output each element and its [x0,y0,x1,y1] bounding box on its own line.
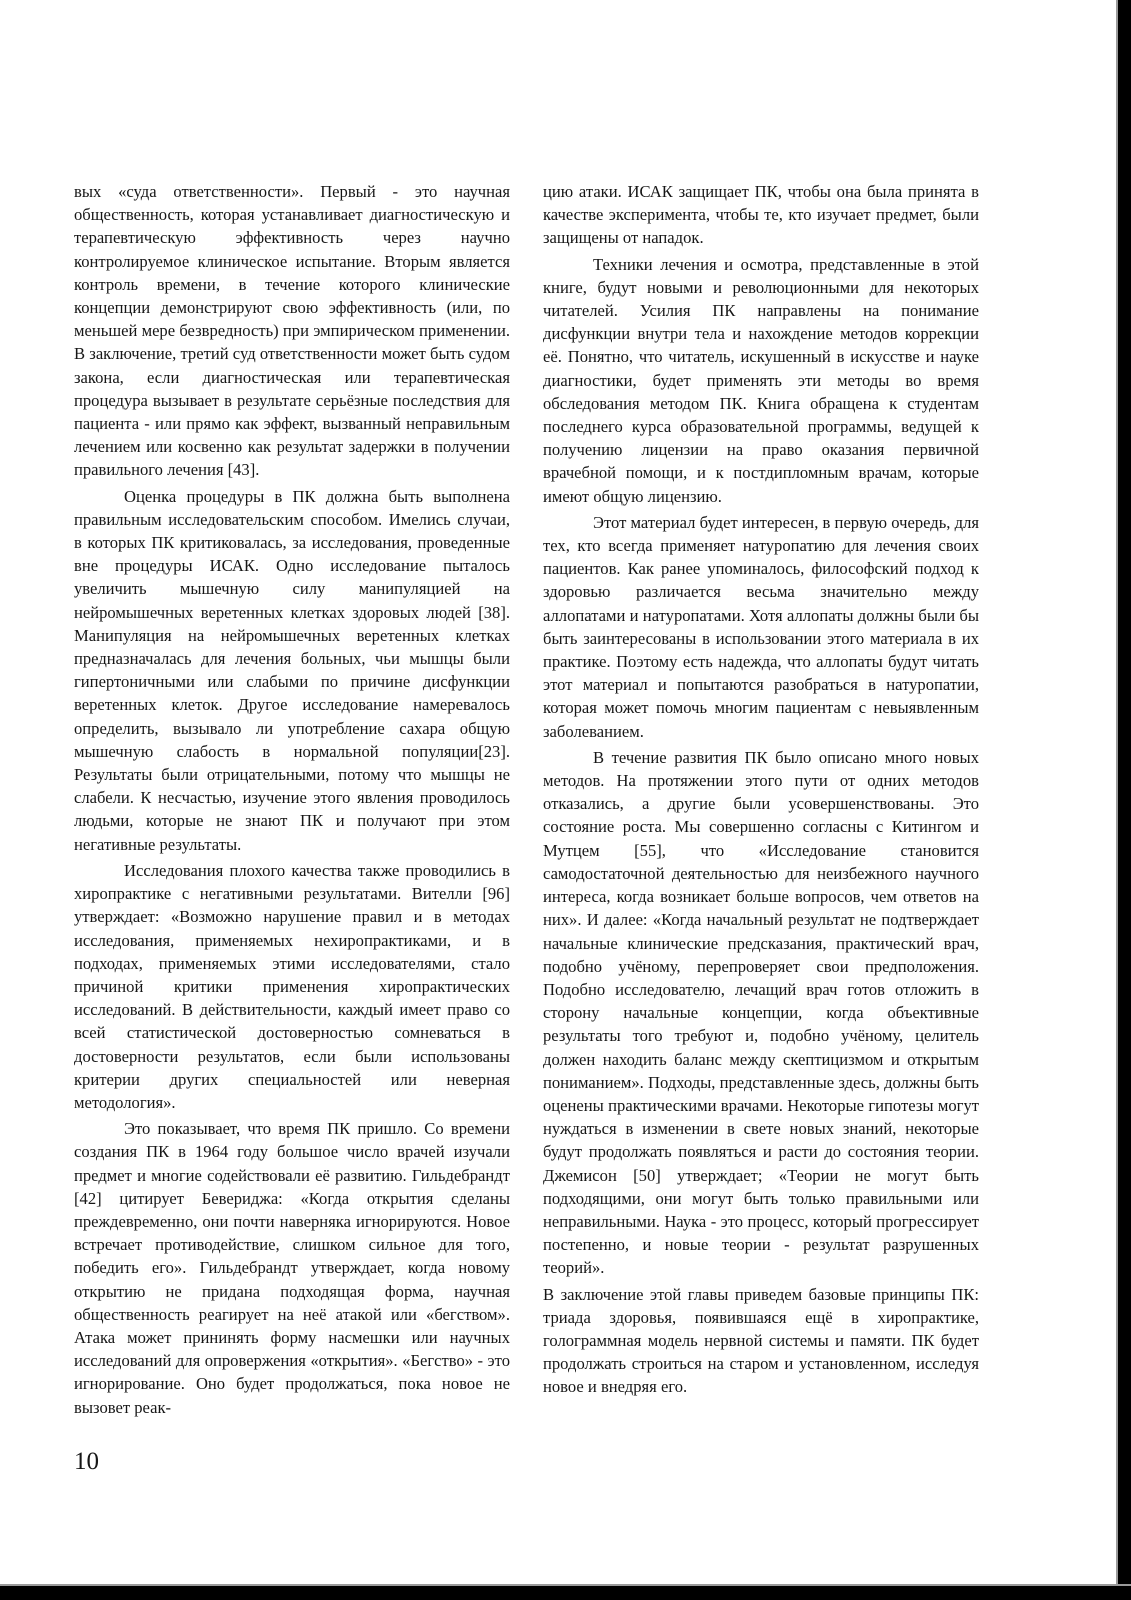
paragraph: Оценка процедуры в ПК должна быть выполнена правильным исследовательским способом. Имелись случаи, в которых ПК критиковалась, за исследования, проведенные вне процедуры ИСАК. Одно исследование пыталось увеличить мышечную силу манипуляцией на нейромышечных веретенных клетках здоровых людей [38]. Манипуляция на нейромышечных веретенных клетках предназначалась для лечения больных, чьи мышцы были гипертоничными или слабыми по причине дисфункции веретенных клеток. Другое исследование намеревалось определить, вызывало ли употребление сахара общую мышечную слабость в нормальной популяции[23]. Результаты были отрицательными, потому что мышцы не слабели. К несчастью, изучение этого явления проводилось людьми, которые не знают ПК и получают при этом негативные результаты. [74,486,510,854]
paragraph: В течение развития ПК было описано много новых методов. На протяжении этого пути от одних методов отказались, а другие были усовершенствованы. Это состояние роста. Мы совершенно согласны с Китингом и Мутцем [55], что «Исследование становится самодостаточной деятельностью для неизбежного научного интереса, когда возникает больше вопросов, чем ответов на них». И далее: «Когда начальный результат не подтверждает начальные клинические предсказания, практический врач, подобно учёному, перепроверяет свои предположения. Подобно исследователю, лечащий врач готов отложить в сторону начальные концепции, когда объективные результаты того требуют и, подобно учёному, целитель должен находить баланс между скептицизмом и открытым пониманием». Подходы, представленные здесь, должны быть оценены практическими врачами. Некоторые гипотезы могут нуждаться в изменении в свете новых знаний, некоторые будут продолжать появляться и расти до состояния теории. Джемисон [50] утверждает; «Теории не могут быть подходящими, они могут быть только правильными или неправильными. Наука - это процесс, который прогрессирует постепенно, и новые теории - результат разрушенных теорий». [543,747,979,1278]
right-text-column [543,180,979,1402]
scan-edge-right [1118,0,1131,1600]
paragraph: вых «суда ответственности». Первый - это научная общественность, которая устанавливает диагностическую и терапевтическую эффективность через научно контролируемое клиническое испытание. Вторым является контроль времени, в течение которого клинические концепции демонстрируют свою эффективность (или, по меньшей мере безвредность) при эмпирическом применении. В заключение, третий суд ответственности может быть судом закона, если диагностическая или терапевтическая процедура вызывает в результате серьёзные последствия для пациента - или прямо как эффект, вызванный неправильным лечением или косвенно как результат задержки в получении правильного лечения [43]. [74,182,510,480]
paragraph: Это показывает, что время ПК пришло. Со времени создания ПК в 1964 году большое число врачей изучали предмет и многие содействовали её развитию. Гильдебрандт [42] цитирует Бевериджа: «Когда открытия сделаны преждевременно, они почти наверняка игнорируются. Новое встречает противодействие, слишком сильное для того, победить его». Гильдебрандт утверждает, когда новому открытию не придана подходящая форма, научная общественность реагирует на неё атакой или «бегством». Атака может прининять форму насмешки или научных исследований для опровержения «открытия». «Бегство» - это игнорирование. Оно будет продолжаться, пока новое не вызовет реак- [74,1119,510,1417]
paragraph: В заключение этой главы приведем базовые принципы ПК: триада здоровья, появившаяся ещё в хиропрактике, голограммная модель нервной системы и памяти. ПК будет продолжать строиться на старом и установленном, исследуя новое и внедряя его. [543,1284,979,1397]
paragraph: Техники лечения и осмотра, представленные в этой книге, будут новыми и революционными для некоторых читателей. Усилия ПК направлены на понимание дисфункции внутри тела и нахождение методов коррекции её. Понятно, что читатель, искушенный в искусстве и науке диагностики, будет применять эти методы во время обследования методом ПК. Книга обращена к студентам последнего курса образовательной программы, ведущей к получению лицензии на право оказания первичной врачебной помощи, и к постдипломным врачам, которые имеют общую лицензию. [543,254,979,506]
left-text-column [74,180,510,1422]
paragraph: Исследования плохого качества также проводились в хиропрактике с негативными результатами. Вителли [96] утверждает: «Возможно нарушение правил и в методах исследования, применяемых нехиропрактиками, и в подходах, применяемых этими исследователями, стало причиной критики применения хиропрактических исследований. В действительности, каждый имеет право со всей статистической достоверностью сомневаться в достоверности результатов, если были использованы критерии других специальностей или неверная методология». [74,860,510,1112]
paragraph: цию атаки. ИСАК защищает ПК, чтобы она была принята в качестве эксперимента, чтобы те, кто изучает предмет, были защищены от нападок. [543,182,979,248]
page-number: 10 [74,1448,99,1475]
scan-edge-bottom [0,1586,1131,1600]
paragraph: Этот материал будет интересен, в первую очередь, для тех, кто всегда применяет натуропатию для лечения своих пациентов. Как ранее упоминалось, философский подход к здоровью различается весьма значительно между аллопатами и натуропатами. Хотя аллопаты должны были бы быть заинтересованы в использовании этого материала в их практике. Поэтому есть надежда, что аллопаты будут читать этот материал и попытаются разобраться в натуропатии, которая может помочь многим пациентам с невыявленным заболеванием. [543,512,979,741]
